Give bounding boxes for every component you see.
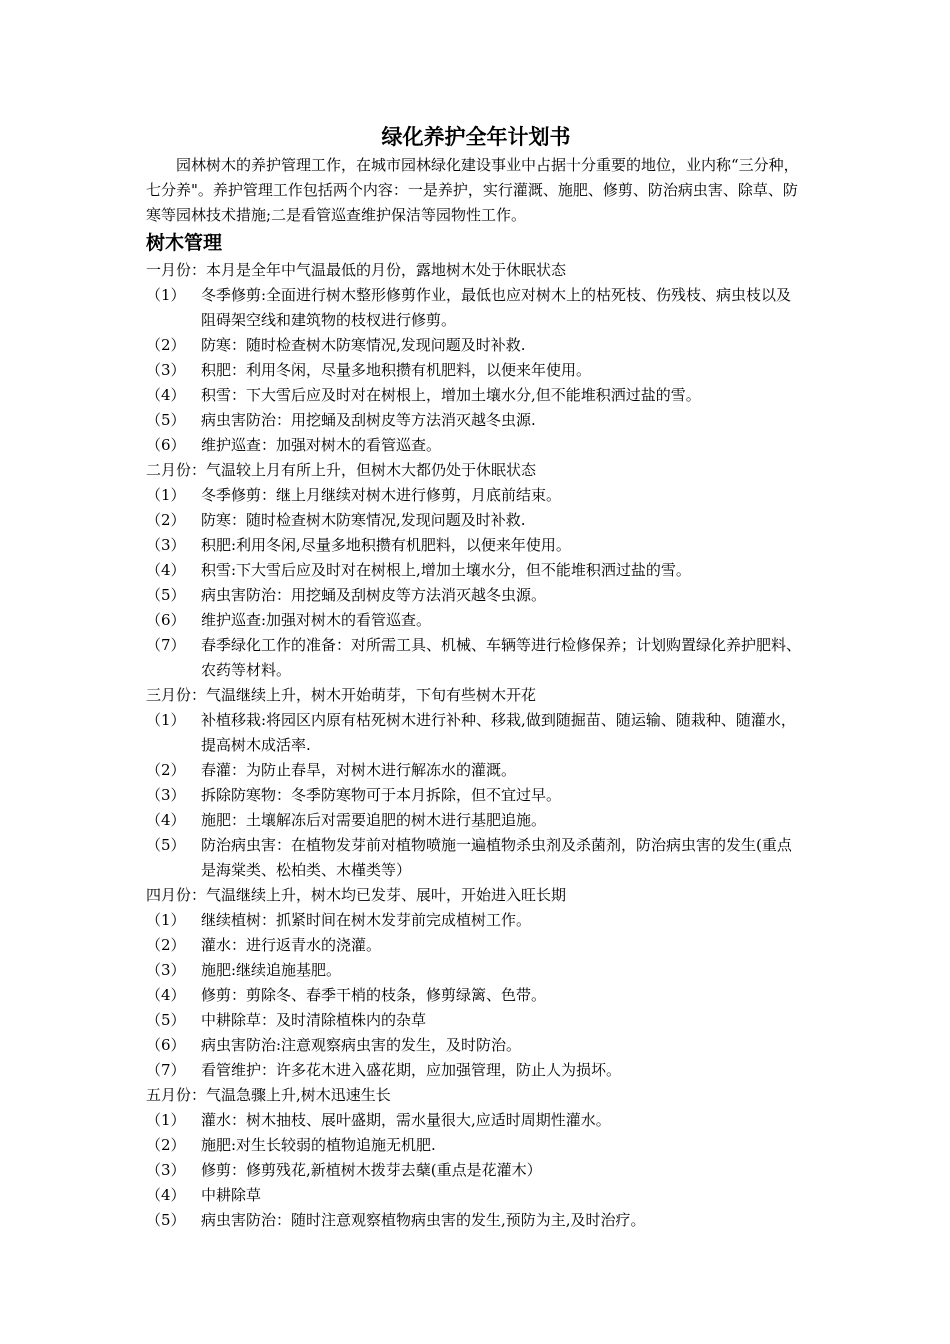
item-text: 灌水：树木抽枝、展叶盛期，需水量很大,应适时周期性灌水。 xyxy=(201,1111,611,1129)
list-item xyxy=(146,1158,806,1183)
list-item xyxy=(146,1133,806,1158)
item-number: （3） xyxy=(146,536,186,554)
list-item xyxy=(146,1058,806,1083)
item-text: 看管维护：许多花木进入盛花期，应加强管理，防止人为损坏。 xyxy=(201,1061,622,1079)
month-block xyxy=(146,1083,806,1233)
item-number: （4） xyxy=(146,986,186,1004)
item-number: （1） xyxy=(146,1111,186,1129)
item-text: 冬季修剪:全面进行树木整形修剪作业，最低也应对树木上的枯死枝、伤残枝、病虫枝以及阻碍架空线和建筑物的枝杈进行修剪。 xyxy=(201,286,792,329)
item-number: （3） xyxy=(146,961,186,979)
month-heading: 三月份：气温继续上升，树木开始萌芽，下旬有些树木开花 xyxy=(146,686,537,704)
item-text: 病虫害防治：随时注意观察植物病虫害的发生,预防为主,及时治疗。 xyxy=(201,1211,646,1229)
item-number: （4） xyxy=(146,1186,186,1204)
item-text: 春季绿化工作的准备：对所需工具、机械、车辆等进行检修保养；计划购置绿化养护肥料、农药等材料。 xyxy=(201,636,802,679)
item-number: （5） xyxy=(146,411,186,429)
item-text: 防寒：随时检查树木防寒情况,发现问题及时补救. xyxy=(201,511,526,529)
month-block xyxy=(146,683,806,883)
item-number: （6） xyxy=(146,611,186,629)
item-text: 继续植树：抓紧时间在树木发芽前完成植树工作。 xyxy=(201,911,532,929)
list-item xyxy=(146,608,806,633)
item-text: 维护巡查:加强对树木的看管巡查。 xyxy=(201,611,432,629)
item-number: （2） xyxy=(146,936,186,954)
list-item xyxy=(146,333,806,358)
month-list xyxy=(146,258,806,1233)
list-item xyxy=(146,1033,806,1058)
item-number: （7） xyxy=(146,1061,186,1079)
list-item xyxy=(146,783,806,808)
item-number: （5） xyxy=(146,1211,186,1229)
month-heading: 四月份：气温继续上升，树木均已发芽、展叶，开始进入旺长期 xyxy=(146,886,567,904)
item-number: （7） xyxy=(146,636,186,654)
month-heading: 一月份：本月是全年中气温最低的月份，露地树木处于休眠状态 xyxy=(146,261,567,279)
list-item xyxy=(146,1208,806,1233)
list-item xyxy=(146,558,806,583)
item-text: 积肥：利用冬闲，尽量多地积攒有机肥料，以便来年使用。 xyxy=(201,361,592,379)
item-number: （2） xyxy=(146,511,186,529)
item-text: 灌水：进行返青水的浇灌。 xyxy=(201,936,382,954)
item-text: 病虫害防治：用挖蛹及刮树皮等方法消灭越冬虫源。 xyxy=(201,586,547,604)
item-number: （1） xyxy=(146,286,186,304)
month-block xyxy=(146,883,806,1083)
item-number: （1） xyxy=(146,486,186,504)
item-number: （4） xyxy=(146,386,186,404)
month-heading: 二月份：气温较上月有所上升，但树木大都仍处于休眠状态 xyxy=(146,461,537,479)
item-text: 拆除防寒物：冬季防寒物可于本月拆除，但不宜过早。 xyxy=(201,786,562,804)
item-text: 施肥:继续追施基肥。 xyxy=(201,961,342,979)
item-number: （2） xyxy=(146,1136,186,1154)
list-item xyxy=(146,958,806,983)
document-body xyxy=(146,124,806,1233)
item-text: 维护巡查：加强对树木的看管巡查。 xyxy=(201,436,442,454)
list-item xyxy=(146,283,806,333)
item-number: （2） xyxy=(146,761,186,779)
item-number: （5） xyxy=(146,586,186,604)
item-text: 施肥：土壤解冻后对需要追肥的树木进行基肥追施。 xyxy=(201,811,547,829)
item-number: （3） xyxy=(146,786,186,804)
list-item xyxy=(146,708,806,758)
item-text: 补植移栽:将园区内原有枯死树木进行补种、移栽,做到随掘苗、随运输、随栽种、随灌水，提高树木成活率. xyxy=(201,711,796,754)
item-text: 病虫害防治：用挖蛹及刮树皮等方法消灭越冬虫源. xyxy=(201,411,536,429)
intro-paragraph: 园林树木的养护管理工作，在城市园林绿化建设事业中占据十分重要的地位，业内称“三分种，七分养"。养护管理工作包括两个内容：一是养护，实行灌溉、施肥、修剪、防治病虫害、除草、防寒等园林技术措施;二是看管巡查维护保洁等园物性工作。 xyxy=(146,156,799,224)
list-item xyxy=(146,908,806,933)
list-item xyxy=(146,433,806,458)
item-text: 中耕除草 xyxy=(201,1186,262,1204)
list-item xyxy=(146,383,806,408)
item-number: （3） xyxy=(146,1161,186,1179)
list-item xyxy=(146,1108,806,1133)
list-item xyxy=(146,933,806,958)
list-item xyxy=(146,1008,806,1033)
item-number: （1） xyxy=(146,711,186,729)
item-number: （6） xyxy=(146,436,186,454)
list-item xyxy=(146,1183,806,1208)
list-item xyxy=(146,583,806,608)
list-item xyxy=(146,808,806,833)
item-text: 积雪:下大雪后应及时对在树根上,增加土壤水分，但不能堆积洒过盐的雪。 xyxy=(201,561,691,579)
item-text: 防治病虫害：在植物发芽前对植物喷施一遍植物杀虫剂及杀菌剂，防治病虫害的发生(重点是海棠类、松柏类、木槿类等） xyxy=(201,836,792,879)
section-heading: 树木管理 xyxy=(146,232,223,254)
month-heading: 五月份：气温急骤上升,树木迅速生长 xyxy=(146,1086,391,1104)
item-number: （2） xyxy=(146,336,186,354)
list-item xyxy=(146,833,806,883)
list-item xyxy=(146,758,806,783)
list-item xyxy=(146,358,806,383)
item-text: 防寒：随时检查树木防寒情况,发现问题及时补救. xyxy=(201,336,526,354)
item-number: （6） xyxy=(146,1036,186,1054)
list-item xyxy=(146,508,806,533)
item-number: （1） xyxy=(146,911,186,929)
document-title: 绿化养护全年计划书 xyxy=(381,125,571,149)
item-number: （4） xyxy=(146,811,186,829)
month-block xyxy=(146,258,806,458)
item-text: 冬季修剪：继上月继续对树木进行修剪，月底前结束。 xyxy=(201,486,562,504)
item-number: （3） xyxy=(146,361,186,379)
list-item xyxy=(146,633,806,683)
item-number: （5） xyxy=(146,1011,186,1029)
list-item xyxy=(146,483,806,508)
list-item xyxy=(146,533,806,558)
month-block xyxy=(146,458,806,683)
item-text: 春灌：为防止春旱，对树木进行解冻水的灌溉。 xyxy=(201,761,517,779)
item-text: 修剪：剪除冬、春季干梢的枝条，修剪绿篱、色带。 xyxy=(201,986,547,1004)
item-text: 病虫害防治:注意观察病虫害的发生，及时防治。 xyxy=(201,1036,522,1054)
list-item xyxy=(146,408,806,433)
item-number: （4） xyxy=(146,561,186,579)
item-text: 积雪：下大雪后应及时对在树根上，增加土壤水分,但不能堆积洒过盐的雪。 xyxy=(201,386,701,404)
item-text: 修剪：修剪残花,新植树木拨芽去蘖(重点是花灌木） xyxy=(201,1161,542,1179)
item-text: 积肥:利用冬闲,尽量多地积攒有机肥料，以便来年使用。 xyxy=(201,536,571,554)
item-text: 中耕除草：及时清除植株内的杂草 xyxy=(201,1011,427,1029)
item-number: （5） xyxy=(146,836,186,854)
list-item xyxy=(146,983,806,1008)
item-text: 施肥:对生长较弱的植物追施无机肥. xyxy=(201,1136,436,1154)
